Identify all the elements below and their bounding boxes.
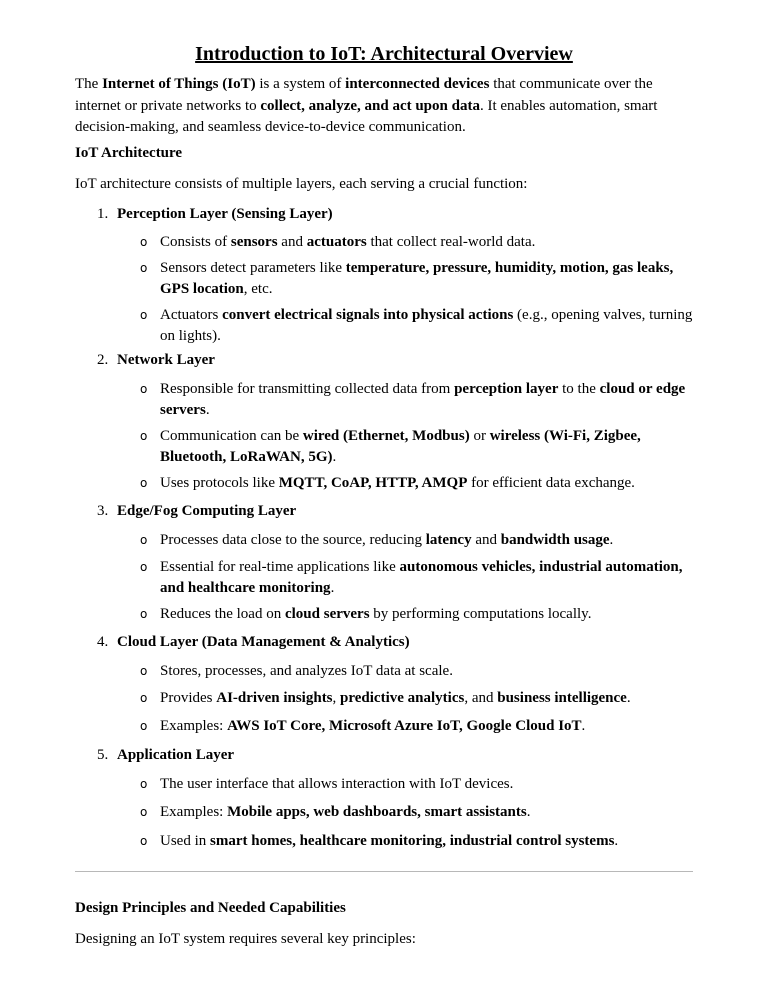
bold-text-run: AWS IoT Core, Microsoft Azure IoT, Google Cloud IoT — [227, 718, 582, 734]
text-run: , — [332, 690, 341, 706]
text-run: Communication can be — [160, 428, 303, 444]
bold-text-run: cloud or edge servers — [160, 381, 686, 418]
bold-text-run: interconnected devices — [345, 76, 490, 92]
bullet-item — [140, 379, 700, 421]
layer-item-network — [97, 350, 693, 371]
bullet-item — [140, 530, 700, 551]
text-run: . — [330, 580, 335, 596]
bullet-circle-icon: o — [140, 476, 148, 490]
text-run: by performing computations locally. — [369, 606, 592, 622]
bold-text-run: autonomous vehicles, industrial automation, and healthcare monitoring — [160, 559, 683, 596]
text-run: Provides — [160, 690, 217, 706]
text-run: . — [626, 690, 631, 706]
bold-text-run: wired (Ethernet, Modbus) — [302, 428, 470, 444]
text-run: or — [469, 428, 490, 444]
bold-text-run: predictive analytics — [340, 690, 465, 706]
text-run: Reduces the load on — [160, 606, 285, 622]
bullet-item — [140, 232, 700, 253]
layer-item-perception — [97, 204, 693, 225]
layer-title: Edge/Fog Computing Layer — [117, 503, 297, 519]
bullet-circle-icon: o — [140, 533, 148, 547]
horizontal-divider — [75, 871, 693, 872]
layer-item-application — [97, 745, 693, 766]
text-run: and — [277, 234, 307, 250]
bullet-item — [140, 473, 700, 494]
text-run: to the — [558, 381, 600, 397]
text-run: that communicate over the internet or private networks to — [75, 76, 653, 114]
text-run: The user interface that allows interaction with IoT devices. — [160, 776, 514, 792]
bullet-item — [140, 604, 700, 625]
layer-number: 1. — [97, 206, 109, 222]
section-lead-design: Designing an IoT system requires several key principles: — [75, 931, 416, 947]
bold-text-run: bandwidth usage — [500, 532, 610, 548]
bold-text-run: latency — [425, 532, 472, 548]
bullet-circle-icon: o — [140, 719, 148, 733]
text-run: . — [332, 449, 337, 465]
layer-number: 4. — [97, 634, 109, 650]
text-run: Consists of — [160, 234, 231, 250]
bold-text-run: collect, analyze, and act upon data — [260, 97, 480, 114]
layer-item-cloud — [97, 632, 693, 653]
layer-item-edge-fog — [97, 501, 693, 522]
bullet-circle-icon: o — [140, 429, 148, 443]
bullet-item — [140, 831, 700, 852]
bold-text-run: actuators — [306, 234, 367, 250]
text-run: Actuators — [160, 307, 223, 323]
text-run: Essential for real-time applications like — [160, 559, 400, 575]
text-run: The — [75, 76, 103, 92]
page-title: Introduction to IoT: Architectural Overview — [195, 43, 573, 65]
text-run: . It enables automation, smart decision-making, and seamless device-to-device communication. — [75, 97, 658, 135]
bullet-item — [140, 305, 700, 347]
bullet-item — [140, 688, 700, 709]
layer-title: Cloud Layer (Data Management & Analytics) — [117, 634, 410, 650]
bullet-circle-icon: o — [140, 382, 148, 396]
bold-text-run: temperature, pressure, humidity, motion, gas leaks, GPS location — [160, 260, 674, 297]
bold-text-run: cloud servers — [284, 606, 370, 622]
bullet-item — [140, 716, 700, 737]
text-run: Responsible for transmitting collected data from — [160, 381, 455, 397]
bold-text-run: wireless (Wi-Fi, Zigbee, Bluetooth, LoRaWAN, 5G) — [160, 428, 641, 465]
bullet-circle-icon: o — [140, 805, 148, 819]
bullet-circle-icon: o — [140, 560, 148, 574]
text-run: Sensors detect parameters like — [160, 260, 346, 276]
layer-title: Perception Layer (Sensing Layer) — [117, 206, 333, 222]
text-run: . — [614, 833, 619, 849]
text-run: Processes data close to the source, reducing — [160, 532, 426, 548]
bullet-item — [140, 426, 700, 468]
bullet-item — [140, 557, 700, 599]
bullet-circle-icon: o — [140, 308, 148, 322]
bullet-item — [140, 802, 700, 823]
bullet-circle-icon: o — [140, 261, 148, 275]
bold-text-run: MQTT, CoAP, HTTP, AMQP — [278, 475, 468, 491]
layer-title: Network Layer — [117, 352, 215, 368]
bullet-circle-icon: o — [140, 691, 148, 705]
text-run: and — [471, 532, 501, 548]
bold-text-run: smart homes, healthcare monitoring, industrial control systems — [210, 833, 615, 849]
text-run: . — [205, 402, 210, 418]
layer-number: 5. — [97, 747, 109, 763]
text-run: is a system of — [255, 76, 346, 92]
bold-text-run: sensors — [230, 234, 278, 250]
text-run: . — [526, 804, 531, 820]
bullet-item — [140, 661, 700, 682]
bullet-circle-icon: o — [140, 777, 148, 791]
text-run: , etc. — [243, 281, 273, 297]
section-heading-architecture: IoT Architecture — [75, 145, 183, 161]
bullet-circle-icon: o — [140, 834, 148, 848]
section-lead-architecture: IoT architecture consists of multiple layers, each serving a crucial function: — [75, 176, 528, 192]
layer-title: Application Layer — [117, 747, 235, 763]
text-run: Stores, processes, and analyzes IoT data at scale. — [160, 663, 453, 679]
bold-text-run: convert electrical signals into physical actions — [222, 307, 514, 323]
bullet-circle-icon: o — [140, 664, 148, 678]
text-run: (e.g., opening valves, turning on lights). — [160, 307, 693, 344]
bold-text-run: perception layer — [454, 381, 559, 397]
bullet-item — [140, 258, 700, 300]
text-run: . — [609, 532, 614, 548]
bold-text-run: AI-driven insights — [216, 690, 333, 706]
bold-text-run: Internet of Things (IoT) — [102, 76, 256, 92]
text-run: Examples: — [160, 804, 228, 820]
text-run: for efficient data exchange. — [467, 475, 635, 491]
layer-number: 3. — [97, 503, 109, 519]
text-run: that collect real-world data. — [366, 234, 536, 250]
text-run: Examples: — [160, 718, 228, 734]
text-run: Used in — [160, 833, 210, 849]
text-run: . — [581, 718, 586, 734]
bullet-item — [140, 774, 700, 795]
layer-number: 2. — [97, 352, 109, 368]
intro-paragraph — [75, 74, 693, 139]
text-run: Uses protocols like — [160, 475, 279, 491]
text-run: , and — [464, 690, 498, 706]
section-heading-design: Design Principles and Needed Capabilities — [75, 900, 346, 916]
bold-text-run: business intelligence — [497, 690, 627, 706]
bullet-circle-icon: o — [140, 607, 148, 621]
bullet-circle-icon: o — [140, 235, 148, 249]
bold-text-run: Mobile apps, web dashboards, smart assistants — [227, 804, 527, 820]
